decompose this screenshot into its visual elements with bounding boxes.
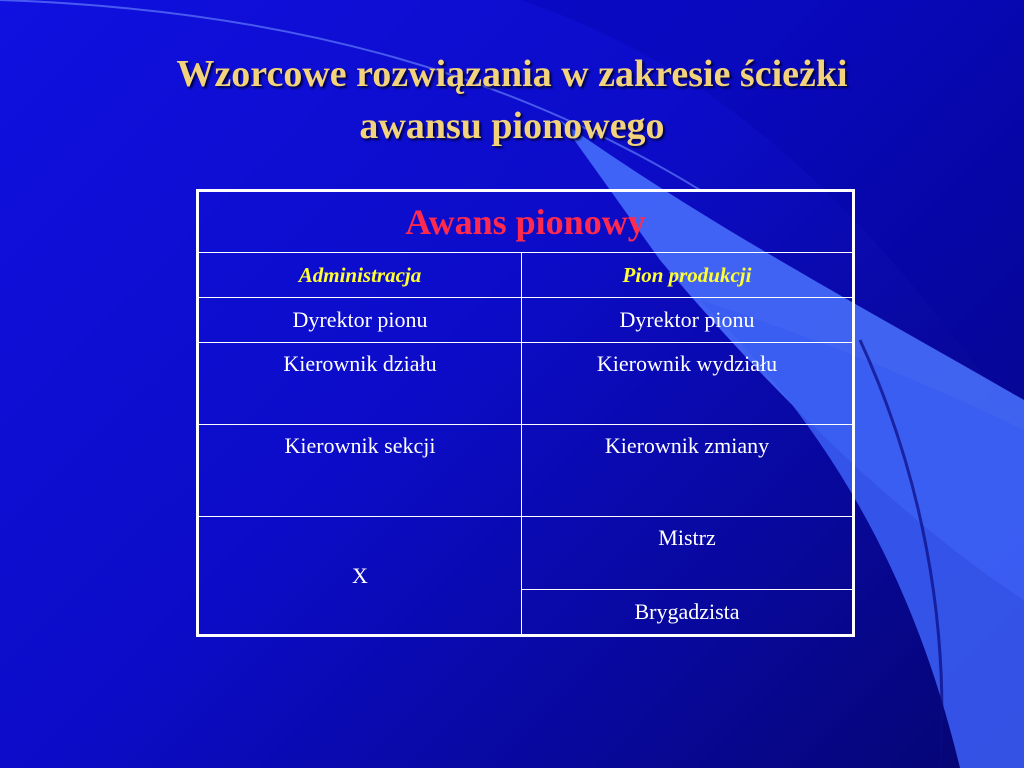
table-cell: Kierownik zmiany	[522, 425, 854, 517]
table-row	[198, 517, 854, 590]
table-row	[198, 298, 854, 343]
slide-title	[40, 48, 984, 152]
career-path-table	[196, 189, 855, 637]
table-cell: Dyrektor pionu	[522, 298, 854, 343]
table-row	[198, 343, 854, 425]
column-header-production: Pion produkcji	[522, 253, 854, 298]
merged-cell-x: X	[198, 517, 522, 636]
table-cell: Kierownik działu	[198, 343, 522, 425]
table-cell: Kierownik sekcji	[198, 425, 522, 517]
column-header-administration: Administracja	[198, 253, 522, 298]
table-row	[198, 425, 854, 517]
title-line-2: awansu pionowego	[359, 105, 665, 147]
table-heading-row	[198, 191, 854, 253]
table-heading: Awans pionowy	[198, 191, 854, 253]
table-cell: Kierownik wydziału	[522, 343, 854, 425]
column-header-row	[198, 253, 854, 298]
table-cell: Dyrektor pionu	[198, 298, 522, 343]
table-cell: Brygadzista	[522, 590, 854, 636]
table-cell: Mistrz	[522, 517, 854, 590]
title-line-1: Wzorcowe rozwiązania w zakresie ścieżki	[176, 53, 848, 95]
